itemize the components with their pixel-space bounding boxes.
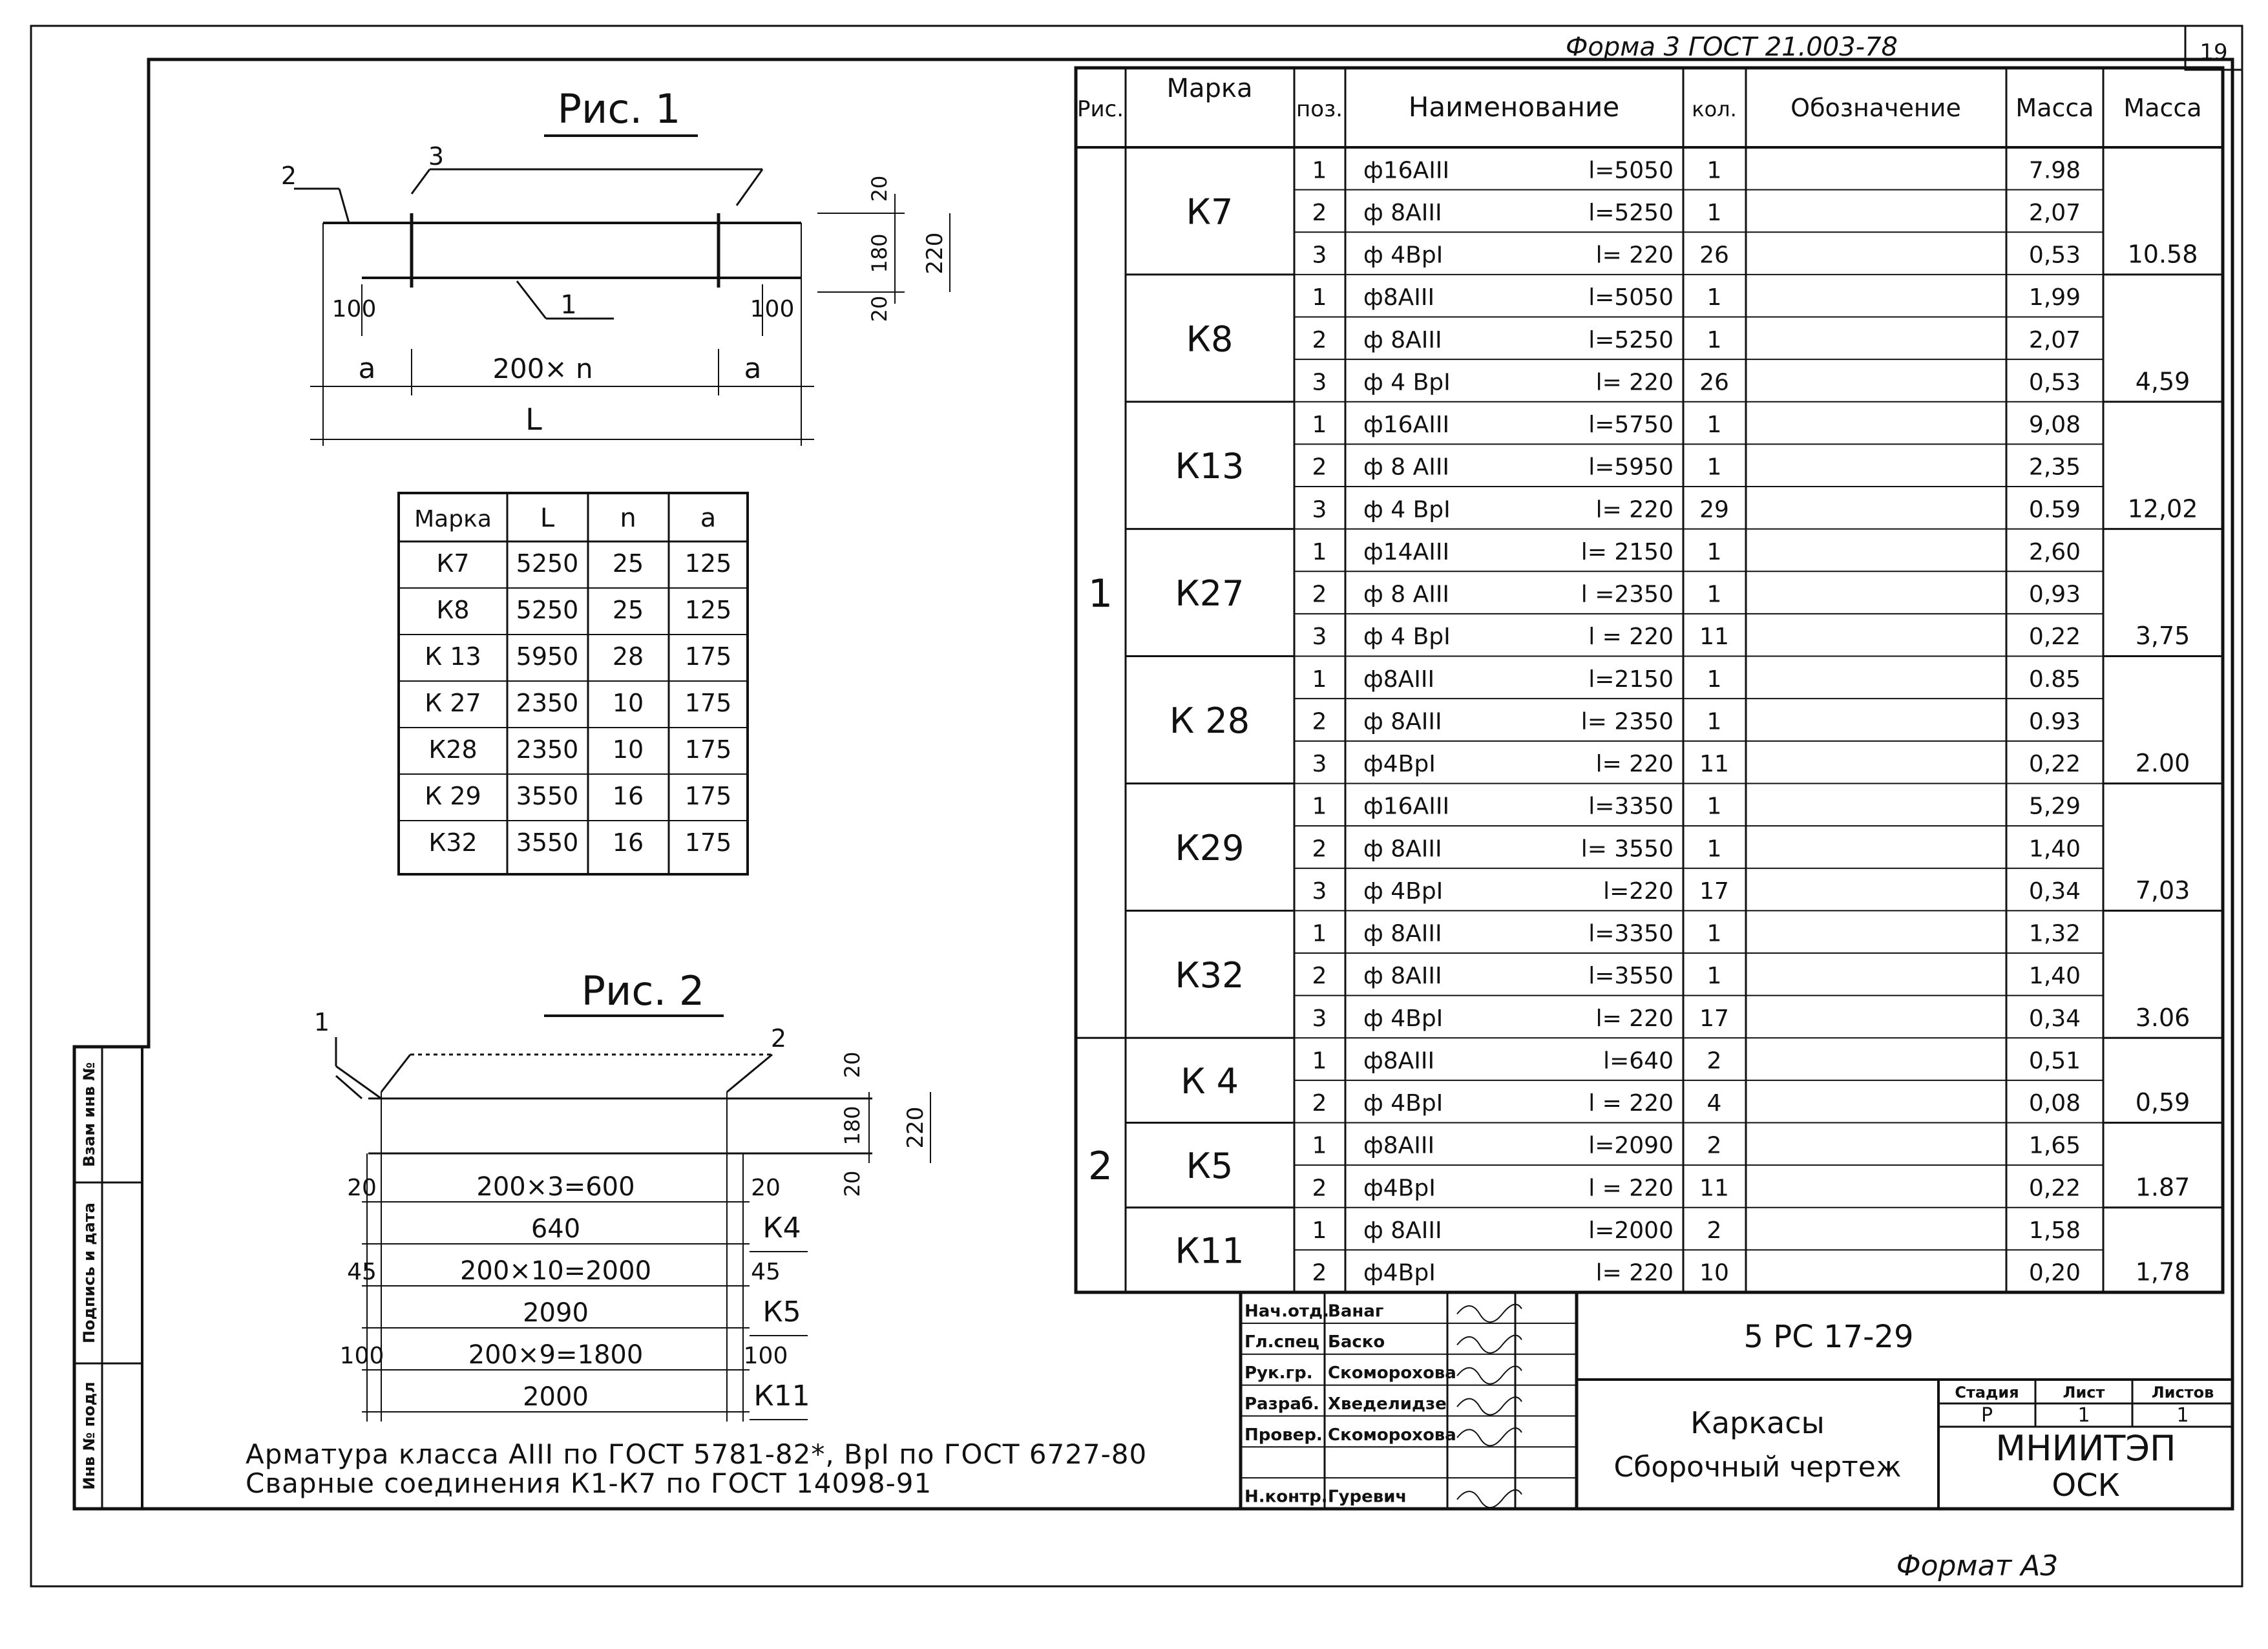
fig1-table-rows — [425, 549, 731, 857]
spec-mark-total-mass: 7,03 — [2135, 876, 2190, 905]
spec-mass-cell: 2,60 — [2028, 538, 2081, 565]
title-block-person: Хведелидзе — [1328, 1394, 1447, 1414]
spec-kol-cell: 1 — [1706, 793, 1722, 820]
side-stamp — [74, 1047, 142, 1509]
title-block-person: Ванаг — [1328, 1301, 1384, 1321]
spec-mass-cell: 1,40 — [2028, 963, 2081, 990]
fig1-table-mark-cell: К 13 — [425, 642, 481, 671]
spec-name-cell: ф8АIII — [1363, 1132, 1435, 1159]
spec-kol-cell: 1 — [1706, 454, 1722, 481]
spec-kol-cell: 2 — [1706, 1047, 1722, 1075]
fig1-callout-1: 1 — [560, 290, 577, 320]
spec-poz-cell: 1 — [1312, 666, 1327, 693]
spec-name-cell: ф 8 АIII — [1363, 581, 1450, 608]
spec-name-cell: ф14АIII — [1363, 538, 1450, 565]
spec-poz-cell: 2 — [1312, 199, 1327, 226]
spec-name-cell: ф 4 BpI — [1363, 496, 1451, 523]
spec-kol-cell: 2 — [1706, 1217, 1722, 1244]
fig2-callout-1: 1 — [313, 1008, 330, 1036]
spec-poz-cell: 1 — [1312, 1132, 1327, 1159]
spec-mass-cell: 0,51 — [2028, 1047, 2081, 1075]
spec-mass-cell: 0.59 — [2028, 496, 2081, 523]
spec-length-cell: l=640 — [1603, 1047, 1674, 1075]
spec-name-cell: ф 4BpI — [1363, 1090, 1444, 1117]
spec-poz-cell: 1 — [1312, 157, 1327, 184]
spec-poz-cell: 3 — [1312, 751, 1327, 778]
fig1-title: Рис. 1 — [557, 85, 681, 132]
spec-poz-cell: 3 — [1312, 496, 1327, 523]
spec-length-cell: l = 220 — [1588, 1090, 1674, 1117]
fig1-dim-end-right: 100 — [750, 296, 795, 322]
stamp-replaced-inv: Взам инв № — [80, 1062, 98, 1168]
fig2-dim-right: 100 — [743, 1343, 788, 1369]
stage-value: Р — [1980, 1404, 1993, 1427]
fig1-table-cell: 10 — [612, 689, 644, 717]
spec-name-cell: ф16АIII — [1363, 793, 1450, 820]
spec-poz-cell: 2 — [1312, 963, 1327, 990]
spec-length-cell: l= 2350 — [1580, 708, 1674, 735]
spec-mass-cell: 0,22 — [2028, 624, 2081, 651]
fig2-dim-middle: 200×3=600 — [476, 1172, 635, 1202]
spec-length-cell: l=5750 — [1588, 412, 1674, 439]
spec-name-cell: ф 8АIII — [1363, 199, 1442, 226]
fig1-dim-v-bottom: 20 — [867, 295, 892, 322]
title-block-roles — [1241, 1301, 1577, 1507]
fig1-table-cell: 10 — [612, 735, 644, 764]
title-block-role: Рук.гр. — [1244, 1363, 1313, 1383]
fig1-table-mark-cell: К32 — [428, 828, 478, 857]
spec-length-cell: l=5250 — [1588, 326, 1674, 353]
drawing-title-line-2: Сборочный чертеж — [1613, 1451, 1902, 1484]
spec-mark-total-mass: 3.06 — [2135, 1003, 2190, 1032]
spec-name-cell: ф8АIII — [1363, 284, 1435, 311]
fig1-table-mark-cell: К 27 — [425, 689, 481, 717]
spec-length-cell: l= 220 — [1595, 1005, 1674, 1032]
fig1-table — [399, 493, 748, 874]
spec-name-cell: ф 8АIII — [1363, 835, 1442, 863]
spec-kol-cell: 11 — [1699, 751, 1729, 778]
fig2-mark-label: К5 — [762, 1296, 801, 1329]
spec-header-oboz: Обозначение — [1790, 94, 1961, 122]
stamp-signature-date: Подпись и дата — [80, 1203, 98, 1343]
spec-name-cell: ф 8 АIII — [1363, 454, 1450, 481]
spec-poz-cell: 3 — [1312, 1005, 1327, 1032]
spec-kol-cell: 1 — [1706, 835, 1722, 863]
spec-mark-cell: К5 — [1186, 1146, 1234, 1187]
spec-kol-cell: 1 — [1706, 199, 1722, 226]
spec-poz-cell: 1 — [1312, 538, 1327, 565]
spec-length-cell: l=3550 — [1588, 963, 1674, 990]
spec-length-cell: l= 220 — [1595, 1259, 1674, 1287]
spec-header-poz: поз. — [1296, 96, 1343, 122]
spec-mark-cell: К 4 — [1181, 1060, 1239, 1102]
spec-mass-cell: 2,07 — [2028, 199, 2081, 226]
spec-mass-cell: 7.98 — [2028, 157, 2081, 184]
note-line-2: Сварные соединения К1-К7 по ГОСТ 14098-91 — [246, 1467, 932, 1499]
spec-mark-total-mass: 12,02 — [2127, 494, 2198, 523]
fig1-dim-middle: 200× n — [492, 353, 593, 384]
spec-mark-total-mass: 10.58 — [2127, 240, 2198, 269]
spec-kol-cell: 26 — [1699, 369, 1729, 396]
fig1-table-cell: 175 — [684, 642, 732, 671]
spec-length-cell: l =2350 — [1580, 581, 1674, 608]
fig1-table-cell: 25 — [612, 596, 644, 624]
fig1-table-cell: 16 — [612, 828, 644, 857]
fig2-dim-middle: 200×10=2000 — [459, 1256, 652, 1286]
stamp-inv-original: Инв № подл — [80, 1381, 98, 1490]
spec-mark-total-mass: 0,59 — [2135, 1088, 2190, 1117]
fig1-dim-v-mid: 180 — [867, 233, 892, 273]
spec-kol-cell: 1 — [1706, 581, 1722, 608]
spec-mass-cell: 0,20 — [2028, 1259, 2081, 1287]
fig2-dim-total: 640 — [530, 1214, 581, 1244]
fig2-mark-label: К4 — [762, 1212, 801, 1245]
spec-name-cell: ф 8АIII — [1363, 920, 1442, 947]
spec-mark-total-mass: 3,75 — [2135, 622, 2190, 651]
spec-length-cell: l=5050 — [1588, 157, 1674, 184]
spec-kol-cell: 4 — [1706, 1090, 1722, 1117]
spec-poz-cell: 3 — [1312, 624, 1327, 651]
spec-poz-cell: 2 — [1312, 454, 1327, 481]
spec-length-cell: l=3350 — [1588, 920, 1674, 947]
fig1-callout-3: 3 — [428, 142, 445, 171]
spec-poz-cell: 3 — [1312, 877, 1327, 905]
fig1-table-cell: 175 — [684, 689, 732, 717]
fig2-callout-2: 2 — [770, 1024, 787, 1053]
spec-name-cell: ф8АIII — [1363, 1047, 1435, 1075]
spec-ris-cell: 2 — [1087, 1144, 1113, 1190]
title-block-role: Гл.спец — [1244, 1332, 1319, 1352]
spec-mass-cell: 0.85 — [2028, 666, 2081, 693]
fig2-dim-v-bottom: 20 — [840, 1170, 865, 1197]
signature-scribble — [1457, 1305, 1522, 1322]
spec-mark-total-mass: 1.87 — [2135, 1173, 2190, 1202]
spec-poz-cell: 1 — [1312, 1217, 1327, 1244]
spec-poz-cell: 1 — [1312, 284, 1327, 311]
spec-kol-cell: 1 — [1706, 326, 1722, 353]
doc-code: 5 PC 17-29 — [1743, 1319, 1914, 1355]
spec-mark-cell: К 28 — [1169, 700, 1250, 741]
spec-length-cell: l=3350 — [1588, 793, 1674, 820]
spec-name-cell: ф 8АIII — [1363, 963, 1442, 990]
fig1-table-cell: 5250 — [516, 596, 579, 624]
fig1-table-mark-cell: К7 — [436, 549, 470, 578]
spec-name-cell: ф4BpI — [1363, 1175, 1436, 1202]
stage-label: Стадия — [1955, 1383, 2019, 1402]
signature-scribble — [1457, 1335, 1522, 1352]
spec-mass-cell: 1,99 — [2028, 284, 2081, 311]
signature-scribble — [1457, 1428, 1522, 1445]
spec-mass-cell: 1,40 — [2028, 835, 2081, 863]
spec-mass-cell: 9,08 — [2028, 412, 2081, 439]
sheets-value: 1 — [2176, 1404, 2189, 1427]
spec-length-cell: l = 220 — [1588, 1175, 1674, 1202]
spec-length-cell: l=220 — [1603, 877, 1674, 905]
fig1-dim-a-right: a — [744, 352, 762, 385]
spec-kol-cell: 17 — [1699, 877, 1729, 905]
fig1-table-mark-cell: К 29 — [425, 782, 481, 810]
title-block — [1241, 1292, 2232, 1509]
spec-header-massa-1: Масса — [2015, 94, 2094, 122]
spec-name-cell: ф 4 BpI — [1363, 624, 1451, 651]
fig2-dim-rows — [340, 1172, 810, 1420]
fig2-dim-right: 20 — [751, 1175, 781, 1201]
fig1-table-header-n: n — [620, 503, 636, 533]
spec-mark-cell: К7 — [1186, 191, 1234, 233]
fig1-dim-a-left: a — [358, 352, 376, 385]
fig2-dim-v-total: 220 — [903, 1106, 929, 1149]
title-block-person: Скоморохова — [1328, 1425, 1456, 1445]
fig2-dim-total: 2000 — [523, 1382, 589, 1412]
spec-mass-cell: 2,07 — [2028, 326, 2081, 353]
fig1-table-cell: 175 — [684, 735, 732, 764]
figure-2 — [314, 967, 930, 1422]
spec-kol-cell: 1 — [1706, 538, 1722, 565]
spec-poz-cell: 2 — [1312, 1175, 1327, 1202]
fig2-dim-right: 45 — [751, 1259, 781, 1285]
spec-length-cell: l= 2150 — [1580, 538, 1674, 565]
note-line-1: Арматура класса АIII по ГОСТ 5781-82*, BpI по ГОСТ 6727-80 — [246, 1438, 1148, 1470]
fig1-table-cell: 25 — [612, 549, 644, 578]
spec-body — [1076, 157, 2223, 1286]
fig1-table-cell: 125 — [684, 596, 732, 624]
spec-mass-cell: 0,08 — [2028, 1090, 2081, 1117]
spec-mass-cell: 0,22 — [2028, 1175, 2081, 1202]
spec-poz-cell: 1 — [1312, 1047, 1327, 1075]
spec-name-cell: ф 4BpI — [1363, 242, 1444, 269]
spec-poz-cell: 3 — [1312, 242, 1327, 269]
fig2-mark-label: К11 — [753, 1380, 810, 1413]
fig1-table-cell: 3550 — [516, 782, 579, 810]
fig1-dim-end-left: 100 — [331, 296, 377, 322]
spec-kol-cell: 17 — [1699, 1005, 1729, 1032]
fig2-title: Рис. 2 — [581, 967, 705, 1014]
specification-table — [1076, 68, 2223, 1292]
spec-mark-cell: К13 — [1175, 446, 1244, 487]
fig1-table-header-l: L — [540, 503, 555, 533]
spec-kol-cell: 11 — [1699, 624, 1729, 651]
drawing-title-line-1: Каркасы — [1690, 1405, 1825, 1440]
spec-header-massa-2: Масса — [2123, 94, 2202, 122]
spec-header-kol: кол. — [1692, 97, 1737, 121]
sheet-label: Лист — [2063, 1383, 2105, 1402]
spec-length-cell: l=5950 — [1588, 454, 1674, 481]
spec-mass-cell: 2,35 — [2028, 454, 2081, 481]
fig1-table-cell: 2350 — [516, 735, 579, 764]
spec-mark-cell: К29 — [1175, 827, 1244, 868]
fig1-dim-total: L — [525, 402, 542, 437]
spec-length-cell: l=5250 — [1588, 199, 1674, 226]
fig2-dim-left: 100 — [339, 1343, 384, 1369]
fig1-table-mark-cell: К28 — [428, 735, 478, 764]
fig2-dim-v-mid: 180 — [840, 1106, 865, 1146]
spec-length-cell: l= 3550 — [1580, 835, 1674, 863]
spec-kol-cell: 29 — [1699, 496, 1729, 523]
fig1-table-cell: 175 — [684, 828, 732, 857]
spec-name-cell: ф 4BpI — [1363, 877, 1444, 905]
spec-length-cell: l=2000 — [1588, 1217, 1674, 1244]
fig1-table-cell: 16 — [612, 782, 644, 810]
spec-kol-cell: 1 — [1706, 708, 1722, 735]
title-block-person: Гуревич — [1328, 1487, 1407, 1507]
spec-length-cell: l= 220 — [1595, 751, 1674, 778]
spec-kol-cell: 1 — [1706, 963, 1722, 990]
spec-kol-cell: 1 — [1706, 284, 1722, 311]
spec-name-cell: ф8АIII — [1363, 666, 1435, 693]
spec-ris-cell: 1 — [1087, 571, 1113, 617]
form-label: Форма 3 ГОСТ 21.003-78 — [1565, 32, 1898, 62]
spec-poz-cell: 1 — [1312, 412, 1327, 439]
sheet-corner-number: 19 — [2200, 39, 2228, 65]
spec-poz-cell: 2 — [1312, 1090, 1327, 1117]
title-block-person: Скоморохова — [1328, 1363, 1456, 1383]
spec-name-cell: ф 8АIII — [1363, 708, 1442, 735]
organization-line-1: МНИИТЭП — [1995, 1428, 2176, 1469]
spec-header-name: Наименование — [1408, 91, 1620, 123]
title-block-role: Нач.отд. — [1244, 1301, 1329, 1321]
spec-name-cell: ф16АIII — [1363, 412, 1450, 439]
spec-kol-cell: 1 — [1706, 920, 1722, 947]
spec-mark-total-mass: 4,59 — [2135, 367, 2190, 396]
fig2-dim-total: 2090 — [523, 1298, 589, 1328]
signature-scribble — [1457, 1366, 1522, 1383]
spec-poz-cell: 2 — [1312, 581, 1327, 608]
spec-name-cell: ф4BpI — [1363, 1259, 1436, 1287]
title-block-role: Разраб. — [1244, 1394, 1319, 1414]
fig2-dim-v-top: 20 — [840, 1051, 865, 1078]
spec-kol-cell: 1 — [1706, 666, 1722, 693]
spec-mark-cell: К8 — [1186, 319, 1234, 360]
spec-poz-cell: 1 — [1312, 793, 1327, 820]
fig1-table-cell: 3550 — [516, 828, 579, 857]
fig1-table-cell: 5250 — [516, 549, 579, 578]
spec-name-cell: ф 4BpI — [1363, 1005, 1444, 1032]
spec-mass-cell: 0.93 — [2028, 708, 2081, 735]
spec-length-cell: l= 220 — [1595, 496, 1674, 523]
spec-length-cell: l= 220 — [1595, 369, 1674, 396]
title-block-role: Провер. — [1244, 1425, 1323, 1445]
spec-mass-cell: 1,58 — [2028, 1217, 2081, 1244]
spec-mass-cell: 0,22 — [2028, 751, 2081, 778]
spec-kol-cell: 1 — [1706, 157, 1722, 184]
spec-poz-cell: 2 — [1312, 1259, 1327, 1287]
spec-poz-cell: 1 — [1312, 920, 1327, 947]
spec-mark-total-mass: 2.00 — [2135, 749, 2190, 778]
figure-1 — [281, 85, 950, 446]
spec-name-cell: ф 8АIII — [1363, 326, 1442, 353]
spec-kol-cell: 26 — [1699, 242, 1729, 269]
fig1-table-mark-cell: К8 — [436, 596, 470, 624]
spec-header-ris: Рис. — [1076, 96, 1124, 122]
spec-length-cell: l=2090 — [1588, 1132, 1674, 1159]
fig1-table-cell: 175 — [684, 782, 732, 810]
spec-name-cell: ф4BpI — [1363, 751, 1436, 778]
spec-mass-cell: 1,32 — [2028, 920, 2081, 947]
spec-mass-cell: 1,65 — [2028, 1132, 2081, 1159]
spec-length-cell: l=2150 — [1588, 666, 1674, 693]
signature-scribble — [1457, 1397, 1522, 1414]
fig1-table-cell: 28 — [612, 642, 644, 671]
fig1-table-header-marka: Марка — [414, 506, 492, 532]
spec-kol-cell: 1 — [1706, 412, 1722, 439]
spec-mass-cell: 0,53 — [2028, 242, 2081, 269]
spec-mark-total-mass: 1,78 — [2135, 1257, 2190, 1287]
spec-poz-cell: 3 — [1312, 369, 1327, 396]
fig1-table-cell: 5950 — [516, 642, 579, 671]
spec-mass-cell: 5,29 — [2028, 793, 2081, 820]
fig1-table-cell: 2350 — [516, 689, 579, 717]
spec-mass-cell: 0,93 — [2028, 581, 2081, 608]
spec-mark-cell: К11 — [1175, 1230, 1244, 1272]
spec-header-marka: Марка — [1166, 74, 1253, 103]
spec-name-cell: ф 4 BpI — [1363, 369, 1451, 396]
spec-kol-cell: 2 — [1706, 1132, 1722, 1159]
fig1-table-cell: 125 — [684, 549, 732, 578]
fig1-dim-v-top: 20 — [867, 175, 892, 202]
spec-poz-cell: 2 — [1312, 708, 1327, 735]
fig2-dim-left: 45 — [347, 1259, 377, 1285]
spec-poz-cell: 2 — [1312, 835, 1327, 863]
spec-kol-cell: 11 — [1699, 1175, 1729, 1202]
title-block-role: Н.контр. — [1244, 1487, 1328, 1507]
fig1-table-header-a: a — [700, 503, 717, 533]
fig1-callout-2: 2 — [280, 162, 297, 190]
spec-mass-cell: 0,34 — [2028, 1005, 2081, 1032]
fig2-dim-left: 20 — [347, 1175, 377, 1201]
spec-name-cell: ф 8АIII — [1363, 1217, 1442, 1244]
fig1-dim-v-total: 220 — [922, 232, 948, 275]
spec-kol-cell: 10 — [1699, 1259, 1729, 1287]
title-block-person: Баско — [1328, 1332, 1385, 1352]
sheet-value: 1 — [2077, 1404, 2090, 1427]
spec-mass-cell: 0,34 — [2028, 877, 2081, 905]
spec-mark-cell: К32 — [1175, 954, 1244, 996]
spec-length-cell: l=5050 — [1588, 284, 1674, 311]
organization-line-2: ОСК — [2052, 1467, 2120, 1504]
spec-poz-cell: 2 — [1312, 326, 1327, 353]
format-label: Формат А3 — [1896, 1549, 2059, 1582]
spec-length-cell: l = 220 — [1588, 624, 1674, 651]
signature-scribble — [1457, 1490, 1522, 1507]
sheets-label: Листов — [2151, 1383, 2214, 1402]
fig2-dim-middle: 200×9=1800 — [468, 1340, 644, 1370]
spec-name-cell: ф16АIII — [1363, 157, 1450, 184]
spec-mark-cell: К27 — [1175, 573, 1244, 614]
spec-length-cell: l= 220 — [1595, 242, 1674, 269]
spec-mass-cell: 0,53 — [2028, 369, 2081, 396]
